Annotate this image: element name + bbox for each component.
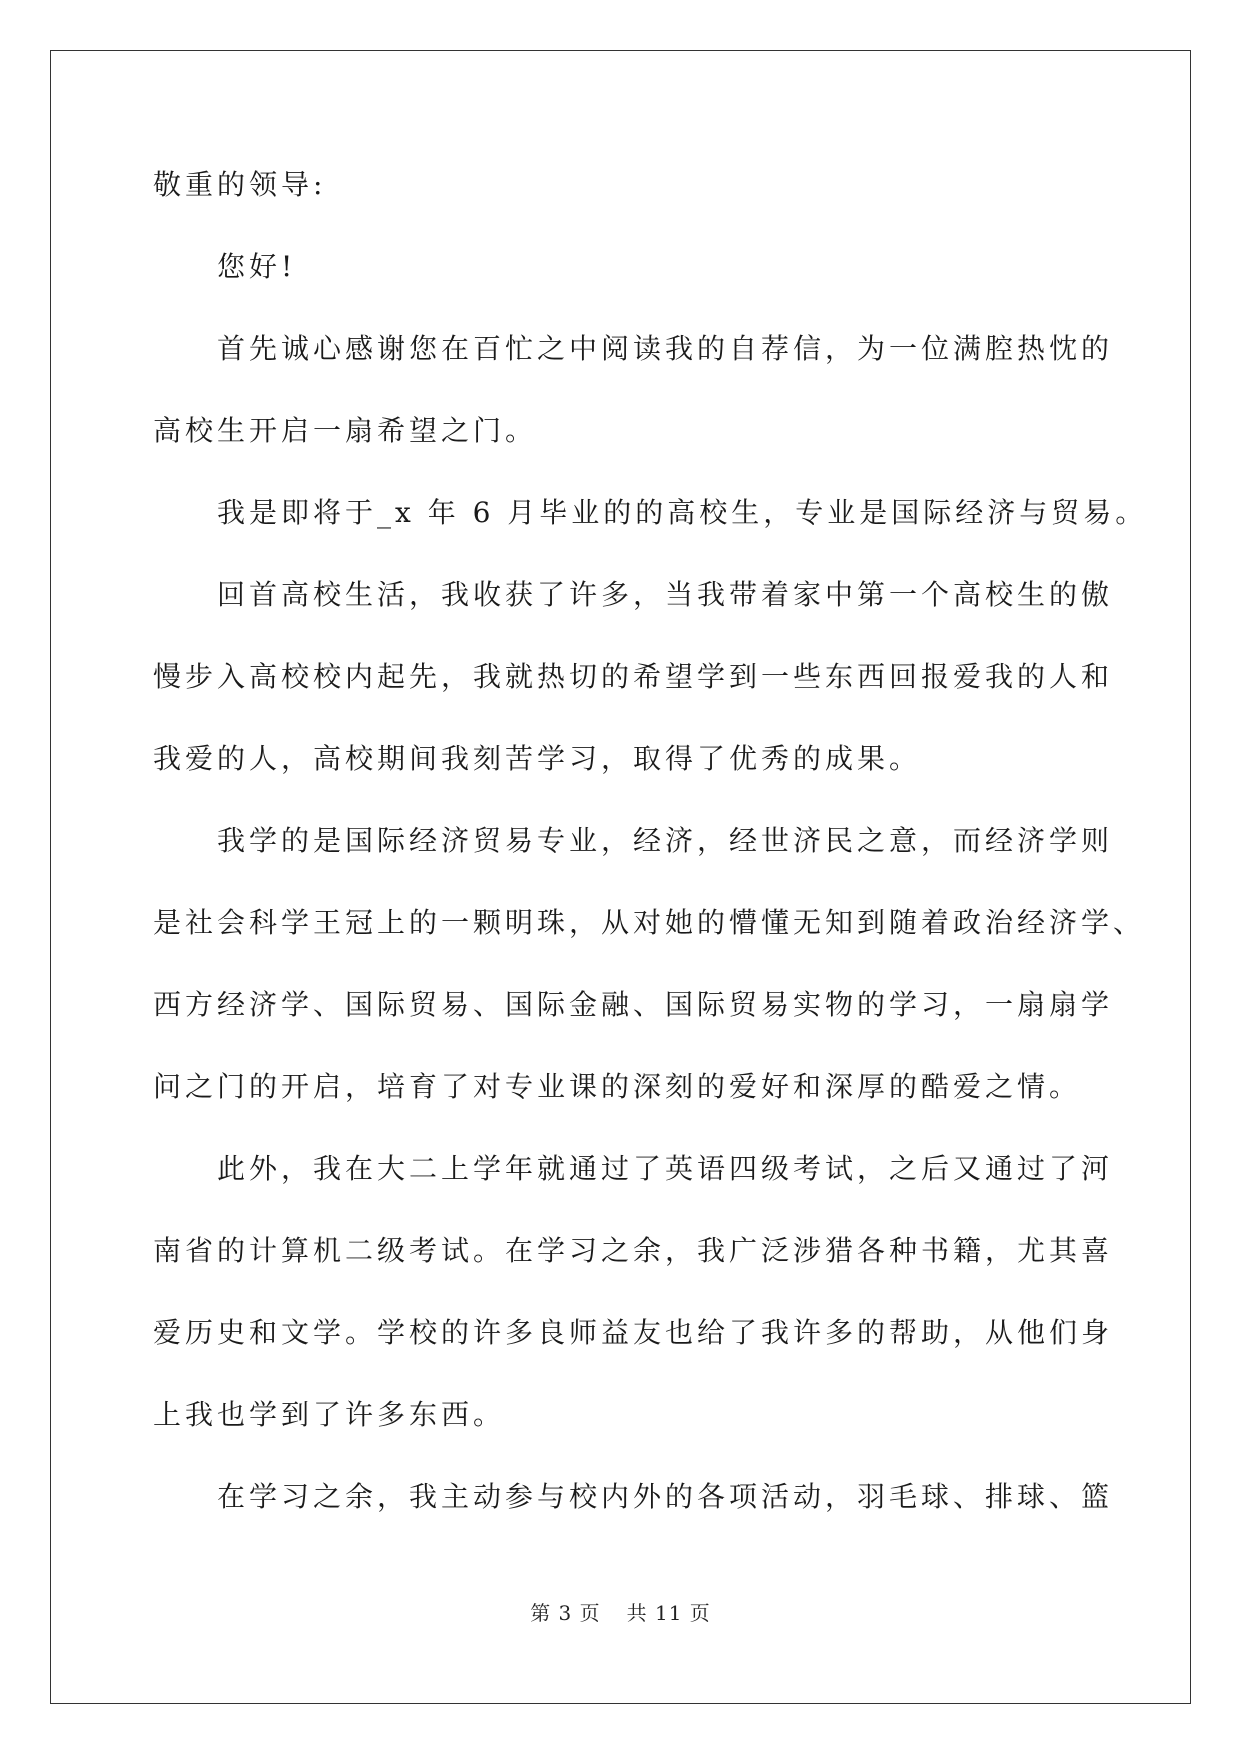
letter-line: 慢步入高校校内起先，我就热切的希望学到一些东西回报爱我的人和 (153, 660, 1114, 693)
letter-line: 我爱的人，高校期间我刻苦学习，取得了优秀的成果。 (153, 742, 922, 775)
letter-line: 回首高校生活，我收获了许多，当我带着家中第一个高校生的傲 (217, 578, 1114, 611)
letter-line: 敬重的领导: (153, 168, 327, 201)
letter-line: 此外，我在大二上学年就通过了英语四级考试，之后又通过了河 (217, 1152, 1114, 1185)
letter-line: 在学习之余，我主动参与校内外的各项活动，羽毛球、排球、篮 (217, 1480, 1114, 1513)
letter-line: 我学的是国际经济贸易专业，经济，经世济民之意，而经济学则 (217, 824, 1114, 857)
letter-body (153, 168, 1148, 1564)
letter-line: 西方经济学、国际贸易、国际金融、国际贸易实物的学习，一扇扇学 (153, 988, 1114, 1021)
letter-line: 南省的计算机二级考试。在学习之余，我广泛涉猎各种书籍，尤其喜 (153, 1234, 1114, 1267)
page-total: 共 11 页 (626, 1601, 711, 1625)
letter-line: 您好! (217, 250, 297, 283)
letter-line: 首先诚心感谢您在百忙之中阅读我的自荐信，为一位满腔热忱的 (217, 332, 1114, 365)
letter-line: 是社会科学王冠上的一颗明珠，从对她的懵懂无知到随着政治经济学、 (153, 906, 1146, 939)
letter-line: 问之门的开启，培育了对专业课的深刻的爱好和深厚的酷爱之情。 (153, 1070, 1082, 1103)
letter-line: 爱历史和文学。学校的许多良师益友也给了我许多的帮助，从他们身 (153, 1316, 1114, 1349)
letter-line: 我是即将于_x 年 6 月毕业的的高校生，专业是国际经济与贸易。 (217, 496, 1148, 529)
page-footer (0, 1597, 1241, 1626)
page-number: 第 3 页 (530, 1601, 601, 1625)
letter-line: 上我也学到了许多东西。 (153, 1398, 506, 1431)
letter-line: 高校生开启一扇希望之门。 (153, 414, 538, 447)
